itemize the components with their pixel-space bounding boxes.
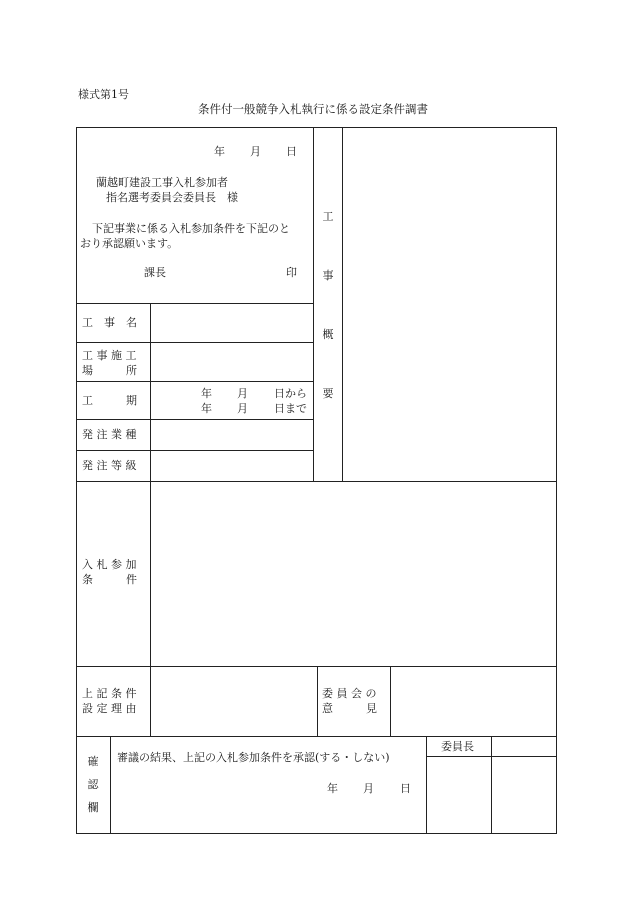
section-chief-label: 課長 xyxy=(144,266,166,279)
confirmation-statement: 審議の結果、上記の入札参加条件を承認(する・しない) xyxy=(117,751,390,764)
business-type-field[interactable] xyxy=(151,420,313,450)
period-label: 工 期 xyxy=(82,394,137,407)
request-line-1: 下記事業に係る入札参加条件を下記のと xyxy=(92,222,290,235)
business-type-label: 発 注 業 種 xyxy=(82,428,137,441)
chair-label: 委員長 xyxy=(441,740,474,753)
grade-label: 発 注 等 級 xyxy=(82,459,137,472)
project-summary-field[interactable] xyxy=(343,128,556,481)
addressee-line-2: 指名選考委員会委員長 様 xyxy=(106,191,238,204)
request-line-2: おり承認願います。 xyxy=(80,237,179,250)
form-number: 様式第1号 xyxy=(78,88,129,101)
site-field[interactable] xyxy=(151,343,313,381)
grade-field[interactable] xyxy=(151,451,313,481)
document-title: 条件付一般競争入札執行に係る設定条件調書 xyxy=(198,102,428,116)
conditions-field[interactable] xyxy=(151,482,556,666)
committee-field[interactable] xyxy=(391,667,556,736)
seal-mark: 印 xyxy=(286,266,297,279)
project-name-label: 工 事 名 xyxy=(82,316,137,329)
addressee-line-1: 蘭越町建設工事入札参加者 xyxy=(96,176,228,189)
project-name-field[interactable] xyxy=(151,304,313,342)
reason-field[interactable] xyxy=(151,667,317,736)
chair-seal-field[interactable] xyxy=(492,757,556,833)
